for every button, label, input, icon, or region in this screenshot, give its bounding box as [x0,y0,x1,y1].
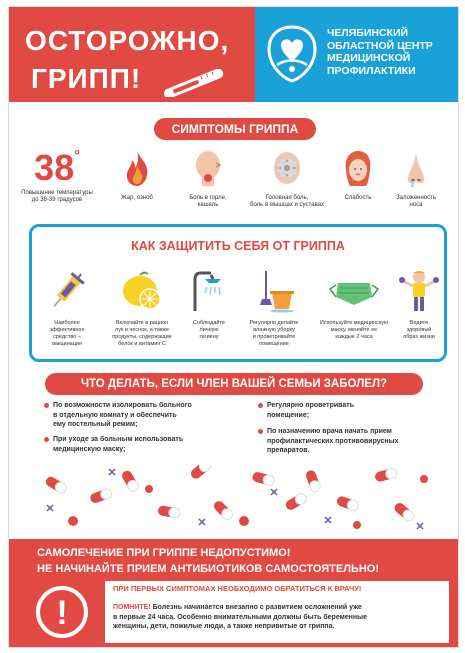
org-line: ПРОФИЛАКТИКИ [327,64,416,77]
call-doctor-text: ПРИ ПЕРВЫХ СИМПТОМАХ НЕОБХОДИМО ОБРАТИТЬСЯ К ВРАЧУ! [113,584,362,593]
mask-icon [328,269,380,313]
protection-item [184,269,234,341]
advice-line: По назначению врача начать прием [267,428,392,435]
caption-line: до 38-39 градусов [31,197,83,203]
caption-line: Соблюдайте [192,320,225,326]
fire-icon [117,148,157,188]
symptom-caption [331,195,385,202]
warning-line2: НЕ НАЧИНАЙТЕ ПРИЕМ АНТИБИОТИКОВ САМОСТОЯТЕЛЬНО! [37,563,380,575]
caption-line: эффективное [49,327,85,333]
protection-caption [314,320,394,341]
caption-line: влажную уборку [253,327,295,333]
protection-item [102,269,182,348]
stuffy-nose-icon [396,148,436,188]
protection-title: КАК ЗАЩИТИТЬ СЕБЯ ОТ ГРИППА [131,239,345,253]
caption-line: средство – [53,334,81,340]
caption-line: Регулярно делайте [249,320,299,326]
weakness-icon [338,148,378,188]
exclamation-icon [35,585,89,639]
organization-name [327,27,452,77]
capsule-icon [44,465,416,523]
degree-sign: ° [74,147,80,163]
advice-line: препаратов. [267,447,310,454]
note-line [113,603,445,613]
medical-center-logo [265,25,319,83]
exclamation-mark: ! [56,594,68,632]
caption-line: маску, меняйте ее [330,327,378,333]
caption-line: Повышение температуры [21,190,93,196]
protection-caption [238,320,310,348]
advice-line: ему постельный режим; [53,421,138,428]
caption-line: образ жизни [403,334,435,340]
note-line-text: Болезнь начинается внезапно с развитием осложнений уже [150,604,362,611]
thermometer-icon [159,69,231,97]
caption-line: помещение [259,341,289,347]
advice-line: помещение; [267,411,310,419]
org-line: ЧЕЛЯБИНСКИЙ [327,27,409,39]
poster-title-line1: ОСТОРОЖНО, [25,25,230,56]
temperature-number: 38 [34,147,75,188]
advice-line: профилактических противовирусных [267,437,399,445]
caption-line: Используйте медицинскую [319,320,389,326]
caption-line: Включайте в рацион [115,320,169,326]
syringe-icon [45,269,89,313]
caption-line: гигиену [199,334,219,340]
family-advice-item [53,435,233,454]
advice-line: По возможности изолировать больного [53,402,192,409]
symptoms-title: СИМПТОМЫ ГРИППА [154,118,316,140]
caption-line: Ведите [409,320,429,326]
caption-line: Жар, озноб [121,195,153,201]
caption-line: здоровый [406,327,432,333]
protection-item [36,269,98,348]
advice-line: в отдельную комнату и обеспечить [53,411,177,419]
family-advice-item [267,427,437,456]
caption-line: каждые 2 часа [335,334,373,340]
symptom-weakness [331,148,385,202]
lemon-icon [120,269,164,313]
caption-line: кашель [197,202,219,208]
caption-line: вакцинация [52,341,82,347]
symptom-caption [387,195,445,209]
caption-line: лук и чеснок, а также [115,327,169,333]
shower-icon [187,269,231,313]
caption-line: продукты, содержащие [112,334,172,340]
protection-caption [394,320,444,341]
family-title: ЧТО ДЕЛАТЬ, ЕСЛИ ЧЛЕН ВАШЕЙ СЕМЬИ ЗАБОЛЕЛ? [45,373,423,395]
symptom-headache [245,148,329,209]
protection-caption [36,320,98,348]
caption-line: личную [199,327,219,333]
org-line: ОБЛАСТНОЙ ЦЕНТР [327,39,433,52]
symptom-caption [245,195,329,209]
protection-box [29,224,447,362]
symptom-sore-throat [175,148,241,209]
org-line: МЕДИЦИНСКОЙ [327,52,411,64]
advice-line: Регулярно проветривать [267,402,354,409]
temperature-value [21,148,93,188]
symptom-stuffy-nose [387,148,445,209]
caption-line: носа [409,202,423,208]
symptom-fever [107,148,167,202]
advice-line: медицинскую маску; [53,445,126,453]
protection-caption [184,320,234,341]
exercise-icon [397,269,441,313]
caption-line: боль в мышцах и суставах [250,202,324,208]
protection-caption [102,320,182,348]
protection-item [238,269,310,348]
headache-icon [267,148,307,188]
poster-title-line2: ГРИПП! [31,63,142,94]
symptom-temperature [21,148,93,204]
note-lead: ПОМНИТЕ! [113,604,151,611]
family-advice-item [267,401,437,420]
symptom-caption [107,195,167,202]
pills-decoration [39,465,439,537]
flu-poster [8,6,459,648]
caption-line: Слабость [344,195,372,201]
caption-line: Заложенность [396,195,436,201]
advice-line: При уходе за больным использовать [53,436,184,443]
note-line: в первые 24 часа. Особенно внимательными должны быть беременные [113,613,368,621]
caption-line: белок и витамин С [118,341,166,347]
protection-item [314,269,394,341]
caption-line: и проветривайте [252,334,296,340]
note-line: женщины, дети, пожилые люди, а также непривитые от гриппа. [113,623,335,630]
family-advice-item [53,401,233,430]
caption-line: Боль в горле, [189,195,227,201]
sore-throat-icon [188,148,228,188]
cleaning-icon [252,269,296,313]
warning-line1: САМОЛЕЧЕНИЕ ПРИ ГРИППЕ НЕДОПУСТИМО! [37,547,291,559]
protection-item [394,269,444,341]
caption-line: Наиболее [54,320,80,326]
note-text [113,603,445,632]
symptom-caption [21,190,93,204]
caption-line: Головная боль, [265,195,309,201]
symptom-caption [175,195,241,209]
